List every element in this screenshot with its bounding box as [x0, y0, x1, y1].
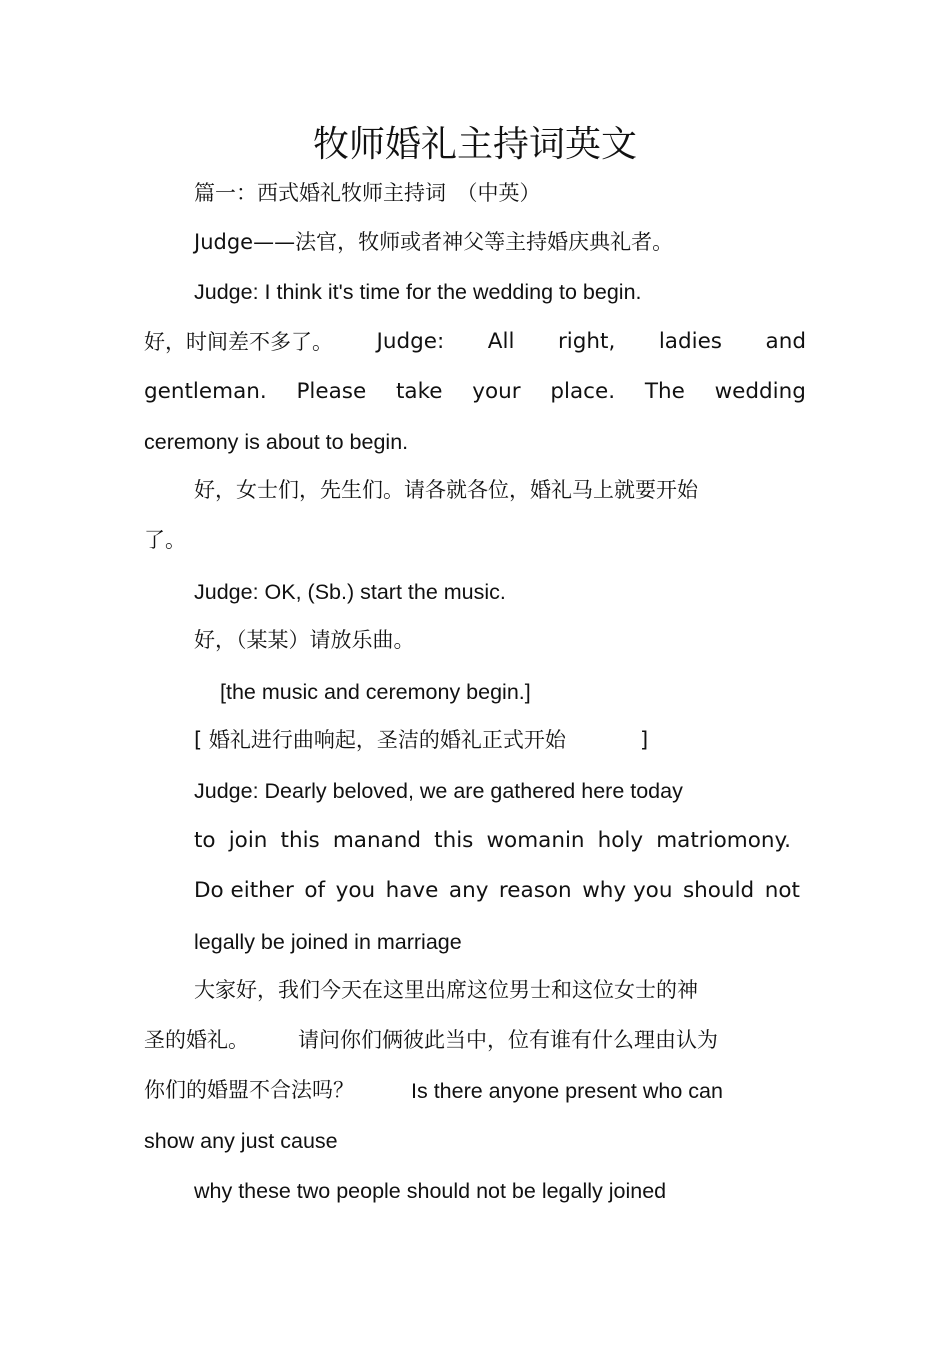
line-stage-direction: [the music and ceremony begin.] — [220, 680, 531, 704]
word: matriomony. — [656, 828, 791, 853]
word: All — [487, 329, 515, 354]
document-title: 牧师婚礼主持词英文 — [312, 124, 637, 165]
line-all-right — [144, 327, 806, 357]
word: reason — [498, 878, 572, 903]
word: you — [335, 878, 376, 903]
line-stage-direction-cn: [ 婚礼进行曲响起，圣洁的婚礼正式开始 — [194, 728, 566, 752]
line-ceremony-begin: ceremony is about to begin. — [144, 430, 409, 454]
word: wedding — [714, 379, 806, 404]
line-holy-matrimony — [194, 826, 791, 856]
word: right, — [557, 329, 616, 354]
line-judge-definition: Judge——法官，牧师或者神父等主持婚庆典礼者。 — [194, 230, 674, 254]
line-any-reason-cn: 请问你们俩彼此当中，位有谁有什么理由认为 — [298, 1028, 718, 1052]
line-take-your-place — [144, 377, 806, 407]
word: take — [396, 379, 443, 404]
word: and — [765, 329, 806, 354]
line-stage-direction-cn-bracket: ] — [640, 728, 649, 752]
word: The — [644, 379, 685, 404]
line-any-reason — [194, 876, 800, 906]
word: place. — [550, 379, 616, 404]
word: Please — [296, 379, 367, 404]
word: this — [280, 828, 320, 853]
line-dearly-beloved: Judge: Dearly beloved, we are gathered here today — [194, 779, 683, 803]
word: ladies — [658, 329, 723, 354]
line-two-people: why these two people should not be legally joined — [194, 1179, 667, 1203]
line-ladies-gentlemen-cn: 好，女士们，先生们。请各就各位，婚礼马上就要开始 — [194, 478, 698, 502]
line-judge-begin: Judge: I think it's time for the wedding to begin. — [194, 280, 642, 304]
word: have — [385, 878, 439, 903]
line-not-legal-cn: 你们的婚盟不合法吗？ — [144, 1078, 354, 1102]
line-section-heading: 篇一：西式婚礼牧师主持词 （中英） — [194, 181, 541, 205]
line-start-music: Judge: OK, (Sb.) start the music. — [194, 580, 506, 604]
line-ladies-gentlemen-cn-end: 了。 — [144, 528, 186, 552]
line-gathered-cn: 大家好，我们今天在这里出席这位男士和这位女士的神 — [194, 978, 698, 1002]
word: any — [448, 878, 489, 903]
line-just-cause: show any just cause — [144, 1129, 338, 1153]
word: should — [682, 878, 755, 903]
word: to — [194, 828, 216, 853]
word: join — [228, 828, 268, 853]
word: gentleman. — [144, 379, 267, 404]
word: of — [304, 878, 326, 903]
line-holy-wedding-cn: 圣的婚礼。 — [144, 1028, 249, 1052]
word: not — [764, 878, 800, 903]
word: manand — [332, 828, 422, 853]
word: why you — [582, 878, 673, 903]
word: Do either — [194, 878, 294, 903]
word: your — [472, 379, 521, 404]
line-legally-joined: legally be joined in marriage — [194, 930, 462, 954]
word: Judge: — [376, 329, 445, 354]
word: this — [434, 828, 474, 853]
line-start-music-cn: 好，（某某）请放乐曲。 — [194, 628, 415, 652]
word: 好，时间差不多了。 — [144, 330, 333, 354]
word: holy — [597, 828, 644, 853]
line-anyone-present: Is there anyone present who can — [411, 1079, 723, 1103]
word: womanin — [486, 828, 585, 853]
